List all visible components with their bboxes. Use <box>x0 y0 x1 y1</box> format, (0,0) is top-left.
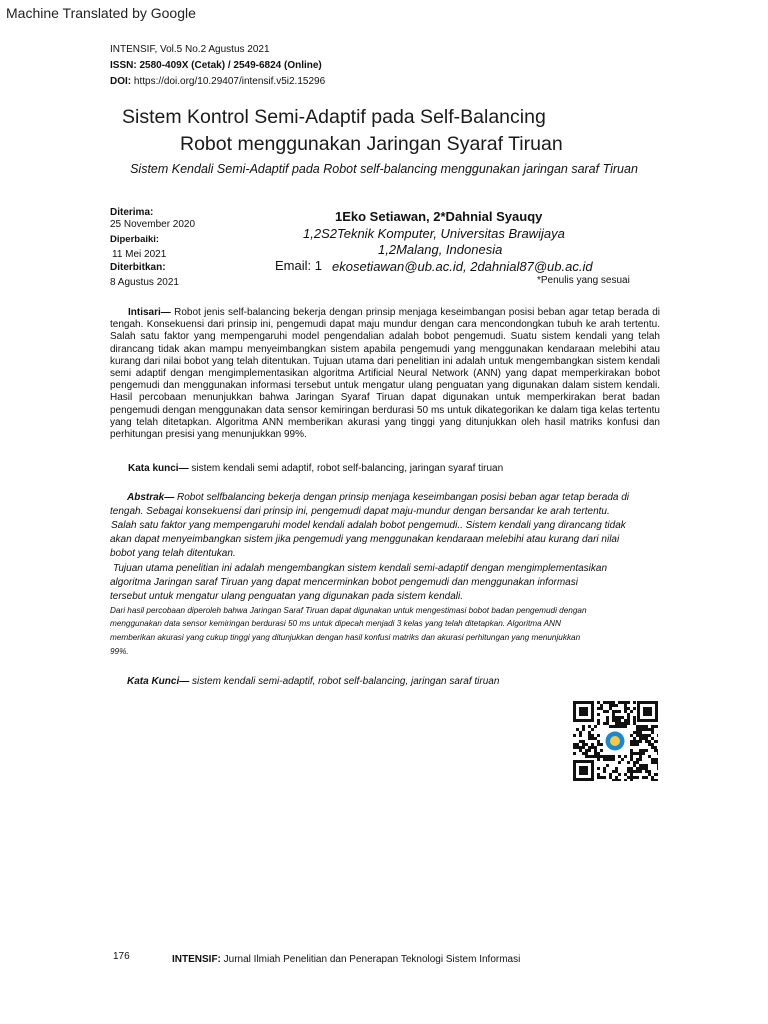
abstrak-line-5: bobot yang telah ditentukan. <box>110 548 236 559</box>
abstrak-line-11: memberikan akurasi yang cukup tinggi yang ditunjukkan dengan hasil konfusi matriks dan akurasi perhitungan yang menunjukkan <box>110 633 581 642</box>
abstrak-line-12: 99%. <box>110 647 129 656</box>
abstrak-line-9: Dari hasil percobaan diperoleh bahwa Jaringan Saraf Tiruan dapat digunakan untuk mengestimasi bobot badan pengemudi dengan <box>110 606 587 615</box>
footer-journal-name: Jurnal Ilmiah Penelitian dan Penerapan Teknologi Sistem Informasi <box>220 954 521 965</box>
intisari-label: Intisari— <box>128 307 171 318</box>
abstrak-line-3: Salah satu faktor yang mempengaruhi model kendali adalah bobot pengemudi.. Sistem kendali yang dirancang tidak <box>111 520 626 531</box>
abstrak-text-1: Robot selfbalancing bekerja dengan prinsip menjaga keseimbangan posisi beban agar tetap berada di <box>174 492 630 503</box>
kata-kunci-label: Kata kunci— <box>128 463 189 474</box>
author-names: 1Eko Setiawan, 2*Dahnial Syauqy <box>335 209 543 224</box>
published-date: 8 Agustus 2021 <box>110 277 179 288</box>
abstrak-label: Abstrak— <box>127 492 175 503</box>
qr-code-graphic <box>573 701 658 781</box>
journal-issn: ISSN: 2580-409X (Cetak) / 2549-6824 (Online) <box>110 60 322 71</box>
machine-translated-banner: Machine Translated by Google <box>6 5 196 21</box>
kata-kunci-en-label: Kata Kunci— <box>127 676 190 687</box>
kata-kunci-text: sistem kendali semi adaptif, robot self-balancing, jaringan syaraf tiruan <box>188 463 504 474</box>
corresponding-note: *Penulis yang sesuai <box>537 275 630 286</box>
email-line <box>275 258 322 273</box>
doi-link[interactable]: https://doi.org/10.29407/intensif.v5i2.15296 <box>133 76 326 87</box>
abstrak-line-1 <box>127 492 629 503</box>
received-label: Diterima: <box>110 207 154 218</box>
abstrak-line-10: menggunakan data sensor kemiringan berdurasi 50 ms untuk dipecah menjadi 3 kelas yang telah ditetapkan. Algoritma ANN <box>110 619 561 628</box>
author-affiliation: 1,2S2Teknik Komputer, Universitas Brawijaya <box>303 226 565 241</box>
page-number: 176 <box>113 951 130 962</box>
journal-doi <box>110 76 325 87</box>
footer-journal <box>172 954 520 965</box>
kata-kunci <box>128 463 503 474</box>
abstrak-line-4: akan dapat menyeimbangkan sistem jika pengemudi yang menggunakan kendaraan melebihi atau kurang dari nilai <box>110 534 620 545</box>
abstrak-line-8: tersebut untuk mengatur ulang penguatan yang digunakan pada sistem kendali. <box>110 591 464 602</box>
intisari-paragraph <box>110 307 660 441</box>
author-location: 1,2Malang, Indonesia <box>378 242 503 257</box>
intisari-text: Robot jenis self-balancing bekerja dengan prinsip menjaga keseimbangan posisi beban agar tetap berada di tengah. Konsekuensi dari prinsip ini, pengemudi dapat maju mundur dengan cara mencondongkan tubuh ke arah tertentu. Salah satu faktor yang mempengaruhi model pengendalian adalah bobot pengemudi. Suatu sistem kendali yang telah dirancang tidak akan mampu menyeimbangkan sistem apabila pengemudi yang menggunakan kendaraan melebihi atau kurang dari nilai bobot yang telah ditentukan. Tujuan utama dari penelitian ini adalah untuk mengembangkan sistem kendali semi adaptif dengan mengimplementasikan algoritma Artificial Neural Network (ANN) yang dapat memperkirakan bobot pengemudi dan menggunakan informasi tersebut untuk mengatur ulang penguatan yang digunakan dalam sistem kendali. Hasil percobaan menunjukkan bahwa Jaringan Syaraf Tiruan dapat digunakan untuk memperkirakan berat badan pengemudi dengan menggunakan data sensor kemiringan berdurasi 50 ms untuk dikategorikan ke dalam tiga kelas tertentu yang telah ditetapkan. Algoritma ANN memberikan akurasi yang tinggi yang ditunjukkan oleh hasil matriks konfusi dan perhitungan presisi yang menunjukkan 99%. <box>110 307 660 441</box>
author-emails[interactable]: ekosetiawan@ub.ac.id, 2dahnial87@ub.ac.id <box>332 259 593 274</box>
journal-issue: INTENSIF, Vol.5 No.2 Agustus 2021 <box>110 44 270 55</box>
paper-subtitle: Sistem Kendali Semi-Adaptif pada Robot self-balancing menggunakan jaringan saraf Tiruan <box>130 162 638 176</box>
received-date: 25 November 2020 <box>110 219 196 230</box>
footer-journal-label: INTENSIF: <box>172 954 221 965</box>
qr-code <box>573 701 658 781</box>
revised-date: 11 Mei 2021 <box>112 249 167 260</box>
abstrak-line-2: tengah. Sebagai konsekuensi dari prinsip ini, pengemudi dapat maju-mundur dengan bersandar ke arah tertentu. <box>110 506 610 517</box>
abstrak-line-6: Tujuan utama penelitian ini adalah mengembangkan sistem kendali semi-adaptif dengan mengimplementasikan <box>113 563 607 574</box>
revised-label: Diperbaiki: <box>110 234 160 245</box>
paper-title-line1: Sistem Kontrol Semi-Adaptif pada Self-Balancing <box>122 106 546 128</box>
email-label: Email: 1 <box>275 258 322 273</box>
paper-title-line2: Robot menggunakan Jaringan Syaraf Tiruan <box>180 133 563 155</box>
kata-kunci-en <box>127 676 499 687</box>
kata-kunci-en-text: sistem kendali semi-adaptif, robot self-balancing, jaringan saraf tiruan <box>189 676 500 687</box>
published-label: Diterbitkan: <box>110 262 166 273</box>
doi-label: DOI: <box>110 76 132 87</box>
abstrak-line-7: algoritma Jaringan saraf Tiruan yang dapat mencerminkan bobot pengemudi dan menggunakan informasi <box>110 577 578 588</box>
